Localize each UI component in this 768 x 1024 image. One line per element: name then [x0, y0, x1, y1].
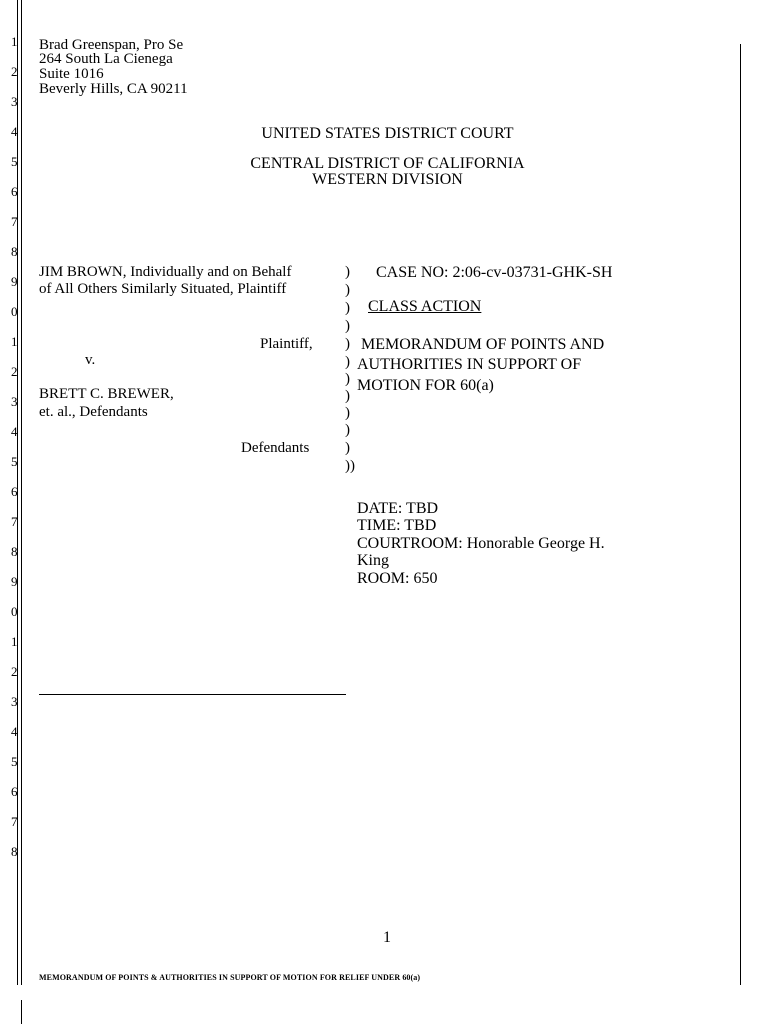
next-page-rule	[21, 1000, 22, 1024]
line-number: 9	[11, 274, 18, 289]
line-number: 1	[11, 334, 18, 349]
caption-underline	[39, 694, 346, 695]
class-action-label: CLASS ACTION	[368, 298, 482, 315]
caption-paren: )	[345, 354, 350, 370]
caption-paren: )	[345, 264, 350, 280]
line-number: 7	[11, 514, 18, 529]
left-margin-rule-inner	[21, 0, 22, 985]
court-division: WESTERN DIVISION	[312, 171, 463, 188]
case-number: CASE NO: 2:06-cv-03731-GHK-SH	[376, 264, 613, 281]
line-number: 5	[11, 754, 18, 769]
versus-label: v.	[85, 352, 96, 368]
line-number: 4	[11, 724, 18, 739]
caption-paren: ))	[345, 458, 355, 474]
defendant-name: BRETT C. BREWER,	[39, 386, 174, 402]
page-number: 1	[383, 929, 391, 946]
line-number: 8	[11, 244, 18, 259]
line-number: 2	[11, 664, 18, 679]
hearing-courtroom: COURTROOM: Honorable George H.	[357, 535, 605, 552]
line-number: 5	[11, 154, 18, 169]
caption-paren: )	[345, 440, 350, 456]
caption-paren: )	[345, 422, 350, 438]
line-number: 2	[11, 364, 18, 379]
caption-paren: )	[345, 405, 350, 421]
caption-paren: )	[345, 318, 350, 334]
document-title-line2: AUTHORITIES IN SUPPORT OF	[357, 356, 582, 373]
caption-paren: )	[345, 371, 350, 387]
attorney-address-line1: 264 South La Cienega	[39, 51, 173, 67]
line-number: 4	[11, 124, 18, 139]
defendant-description: et. al., Defendants	[39, 404, 148, 420]
line-number: 3	[11, 394, 18, 409]
line-number: 6	[11, 184, 18, 199]
hearing-room: ROOM: 650	[357, 570, 438, 587]
caption-paren: )	[345, 336, 350, 352]
line-number: 4	[11, 424, 18, 439]
court-name: UNITED STATES DISTRICT COURT	[261, 125, 514, 142]
line-number: 1	[11, 634, 18, 649]
line-number: 0	[11, 604, 18, 619]
plaintiff-name: JIM BROWN, Individually and on Behalf	[39, 264, 292, 280]
caption-paren: )	[345, 282, 350, 298]
document-title-line1: MEMORANDUM OF POINTS AND	[361, 336, 605, 353]
line-number: 0	[11, 304, 18, 319]
line-number: 2	[11, 64, 18, 79]
plaintiff-label: Plaintiff,	[260, 336, 313, 352]
line-number: 3	[11, 94, 18, 109]
line-number: 7	[11, 814, 18, 829]
document-title-line3: MOTION FOR 60(a)	[357, 377, 494, 394]
attorney-name: Brad Greenspan, Pro Se	[39, 37, 184, 53]
caption-paren: )	[345, 388, 350, 404]
attorney-city: Beverly Hills, CA 90211	[39, 81, 188, 97]
plaintiff-description: of All Others Similarly Situated, Plaintiff	[39, 281, 287, 297]
line-number: 7	[11, 214, 18, 229]
hearing-time: TIME: TBD	[357, 517, 437, 534]
line-number: 1	[11, 34, 18, 49]
line-number: 5	[11, 454, 18, 469]
defendant-label: Defendants	[241, 440, 310, 456]
caption-paren: )	[345, 300, 350, 316]
hearing-date: DATE: TBD	[357, 500, 439, 517]
court-district: CENTRAL DISTRICT OF CALIFORNIA	[250, 155, 525, 172]
hearing-courtroom-cont: King	[357, 552, 389, 569]
attorney-address-line2: Suite 1016	[39, 66, 104, 82]
line-number: 8	[11, 544, 18, 559]
line-number: 6	[11, 784, 18, 799]
line-number: 3	[11, 694, 18, 709]
document-footer: MEMORANDUM OF POINTS & AUTHORITIES IN SUPPORT OF MOTION FOR RELIEF UNDER 60(a)	[39, 973, 421, 982]
right-margin-rule	[740, 44, 741, 985]
line-number: 9	[11, 574, 18, 589]
line-number: 8	[11, 844, 18, 859]
line-number: 6	[11, 484, 18, 499]
